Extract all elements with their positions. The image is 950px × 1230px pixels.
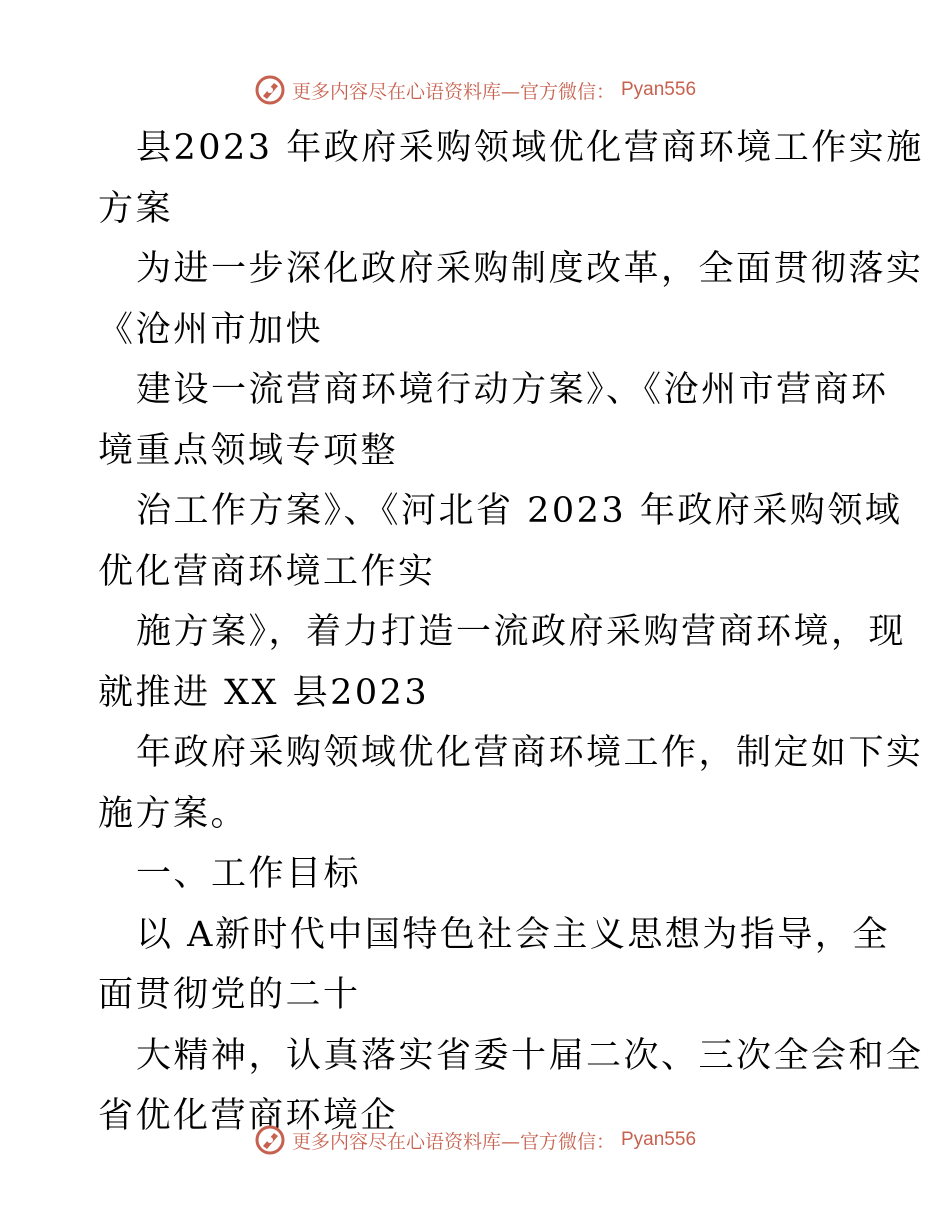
text-line: 建设一流营商环境行动方案》、《沧州市营商环: [136, 370, 889, 410]
text-line: 年政府采购领域优化营商环境工作，制定如下实: [136, 733, 924, 773]
text-line: 为进一步深化政府采购制度改革，全面贯彻落实: [136, 249, 924, 289]
pen-logo-icon: [254, 74, 286, 106]
text-line: 施方案》，着力打造一流政府采购营商环境，现: [136, 612, 907, 652]
pen-logo-icon: [254, 1124, 286, 1156]
text-line: 优化营商环境工作实: [98, 551, 436, 592]
watermark-cn-text: 更多内容尽在心语资料库—官方微信：: [291, 80, 615, 103]
text-line: 省优化营商环境企: [98, 1096, 399, 1136]
text-line: 治工作方案》、《河北省 2023 年政府采购领域: [136, 491, 903, 531]
text-line: 《沧州市加快: [98, 309, 324, 350]
text-line: 面贯彻党的二十: [98, 975, 361, 1015]
text-line: 大精神，认真落实省委十届二次、三次全会和全: [136, 1035, 924, 1076]
watermark-wechat-id: Pyan556: [621, 79, 697, 100]
text-line: 县2023 年政府采购领域优化营商环境工作实施: [136, 128, 924, 168]
document-body: [98, 118, 924, 1147]
text-line: 方案: [98, 188, 174, 229]
watermark-wechat-id: Pyan556: [621, 1129, 697, 1150]
text-line: 以 A新时代中国特色社会主义思想为指导，全: [136, 914, 890, 955]
footer-watermark: [0, 1120, 950, 1160]
watermark-cn-text: 更多内容尽在心语资料库—官方微信：: [291, 1130, 615, 1153]
text-line: 施方案。: [98, 793, 249, 834]
text-line: 就推进 XX 县2023: [98, 672, 430, 713]
text-line: 境重点领域专项整: [98, 430, 399, 471]
text-line: 一、工作目标: [136, 854, 362, 894]
header-watermark: [0, 70, 950, 110]
